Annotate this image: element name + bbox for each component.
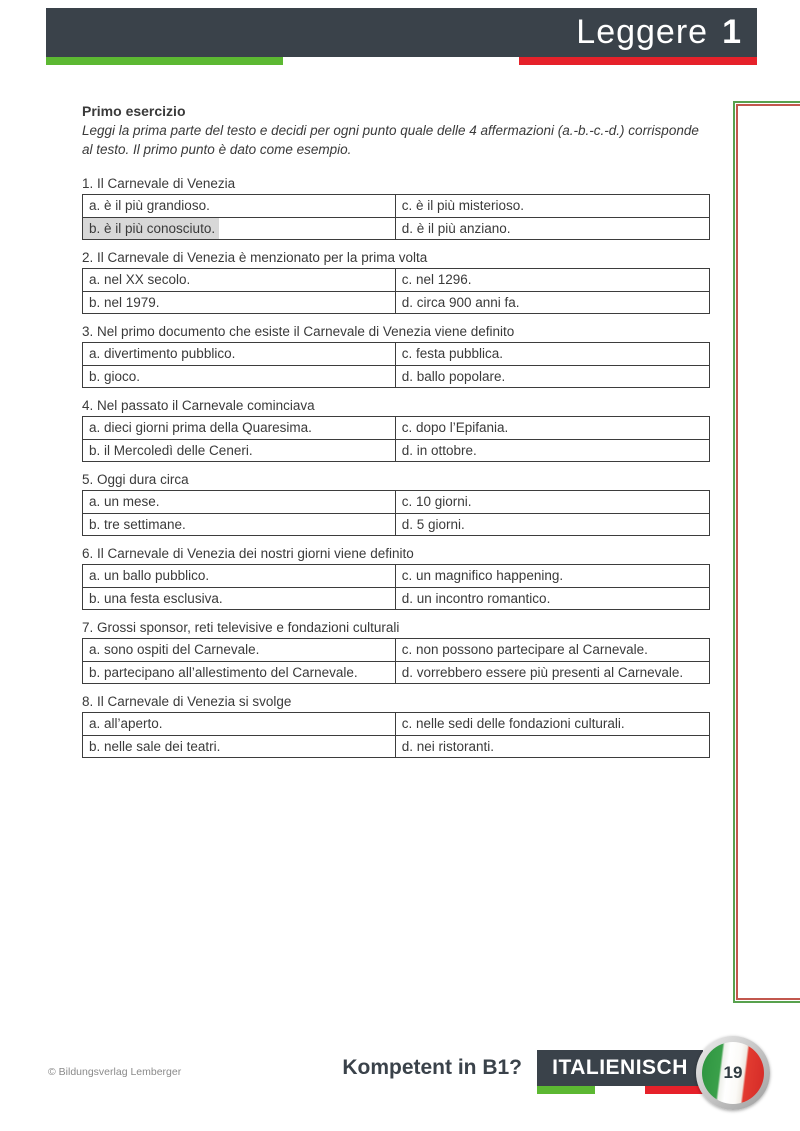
question-prompt-line bbox=[82, 176, 710, 192]
option-d: d. 5 giorni. bbox=[401, 517, 465, 532]
question-number: 6. bbox=[82, 546, 94, 561]
side-frame-inner bbox=[736, 104, 800, 1000]
option-c: c. festa pubblica. bbox=[401, 346, 504, 361]
option-cell-b bbox=[83, 735, 395, 757]
option-d: d. ballo popolare. bbox=[401, 369, 506, 384]
option-cell-d bbox=[395, 217, 709, 239]
option-d: d. nei ristoranti. bbox=[401, 739, 495, 754]
question-number: 1. bbox=[82, 176, 94, 191]
question-block bbox=[82, 250, 710, 314]
option-b: b. partecipano all’allestimento del Carnevale. bbox=[89, 665, 358, 680]
option-cell-d bbox=[395, 439, 709, 461]
question-prompt-line bbox=[82, 472, 710, 488]
option-cell-b bbox=[83, 513, 395, 535]
question-number: 5. bbox=[82, 472, 94, 487]
header-title: Leggere bbox=[576, 13, 709, 51]
option-b: b. nel 1979. bbox=[89, 295, 160, 310]
option-cell-c bbox=[395, 343, 709, 365]
language-red-rule bbox=[645, 1086, 703, 1094]
page-number-badge bbox=[696, 1036, 770, 1110]
question-prompt: Il Carnevale di Venezia si svolge bbox=[97, 694, 292, 709]
option-b: b. tre settimane. bbox=[89, 517, 186, 532]
option-cell-d bbox=[395, 587, 709, 609]
option-cell-d bbox=[395, 291, 709, 313]
question-prompt-line bbox=[82, 398, 710, 414]
side-frame bbox=[733, 101, 800, 1003]
question-number: 7. bbox=[82, 620, 94, 635]
question-prompt: Nel passato il Carnevale cominciava bbox=[97, 398, 315, 413]
option-a: a. un ballo pubblico. bbox=[89, 568, 210, 583]
option-cell-b bbox=[83, 217, 395, 239]
option-cell-c bbox=[395, 565, 709, 587]
option-b: b. nelle sale dei teatri. bbox=[89, 739, 221, 754]
question-block bbox=[82, 546, 710, 610]
option-a: a. nel XX secolo. bbox=[89, 272, 191, 287]
option-cell-d bbox=[395, 661, 709, 683]
option-cell-a bbox=[83, 713, 395, 735]
option-cell-b bbox=[83, 365, 395, 387]
language-label: ITALIENISCH bbox=[552, 1056, 688, 1079]
question-block bbox=[82, 324, 710, 388]
question-prompt-line bbox=[82, 324, 710, 340]
option-cell-c bbox=[395, 195, 709, 217]
option-d: d. in ottobre. bbox=[401, 443, 477, 458]
option-d: d. un incontro romantico. bbox=[401, 591, 551, 606]
option-cell-b bbox=[83, 439, 395, 461]
header-chapter-number: 1 bbox=[722, 13, 741, 51]
option-cell-d bbox=[395, 735, 709, 757]
question-block bbox=[82, 176, 710, 240]
option-cell-d bbox=[395, 513, 709, 535]
exercise-heading: Primo esercizio bbox=[82, 103, 186, 119]
option-b: b. il Mercoledì delle Ceneri. bbox=[89, 443, 253, 458]
option-c: c. dopo l’Epifania. bbox=[401, 420, 509, 435]
option-d: d. è il più anziano. bbox=[401, 221, 511, 236]
option-d: d. vorrebbero essere più presenti al Carnevale. bbox=[401, 665, 684, 680]
option-a: a. all’aperto. bbox=[89, 716, 163, 731]
option-a: a. divertimento pubblico. bbox=[89, 346, 236, 361]
question-block bbox=[82, 620, 710, 684]
option-cell-d bbox=[395, 365, 709, 387]
option-a: a. un mese. bbox=[89, 494, 160, 509]
language-label-box bbox=[537, 1050, 703, 1086]
option-c: c. 10 giorni. bbox=[401, 494, 472, 509]
question-prompt-line bbox=[82, 250, 710, 266]
option-c: c. non possono partecipare al Carnevale. bbox=[401, 642, 648, 657]
question-number: 2. bbox=[82, 250, 94, 265]
option-cell-b bbox=[83, 661, 395, 683]
question-block bbox=[82, 694, 710, 758]
page-header-bar bbox=[46, 8, 757, 57]
exercise-content bbox=[82, 103, 710, 768]
question-prompt: Grossi sponsor, reti televisive e fondazioni culturali bbox=[97, 620, 400, 635]
options-table bbox=[82, 638, 710, 684]
series-title: Kompetent in B1? bbox=[342, 1056, 522, 1079]
options-table bbox=[82, 194, 710, 240]
question-prompt: Nel primo documento che esiste il Carnevale di Venezia viene definito bbox=[97, 324, 515, 339]
option-cell-c bbox=[395, 713, 709, 735]
copyright-text: © Bildungsverlag Lemberger bbox=[48, 1066, 182, 1078]
question-number: 3. bbox=[82, 324, 94, 339]
option-cell-a bbox=[83, 639, 395, 661]
option-cell-a bbox=[83, 269, 395, 291]
option-c: c. nelle sedi delle fondazioni culturali. bbox=[401, 716, 625, 731]
italian-flag-icon bbox=[702, 1042, 764, 1104]
options-table bbox=[82, 268, 710, 314]
exercise-instructions: Leggi la prima parte del testo e decidi per ogni punto quale delle 4 affermazioni (a.-b.-c.-d.) corrisponde al testo. Il primo punto è dato come esempio. bbox=[82, 123, 699, 157]
option-b: b. una festa esclusiva. bbox=[89, 591, 223, 606]
question-prompt: Il Carnevale di Venezia è menzionato per la prima volta bbox=[97, 250, 428, 265]
option-cell-a bbox=[83, 491, 395, 513]
option-cell-c bbox=[395, 491, 709, 513]
option-cell-c bbox=[395, 639, 709, 661]
options-table bbox=[82, 490, 710, 536]
option-cell-c bbox=[395, 417, 709, 439]
option-cell-a bbox=[83, 565, 395, 587]
option-cell-a bbox=[83, 417, 395, 439]
question-prompt-line bbox=[82, 620, 710, 636]
question-prompt: Il Carnevale di Venezia dei nostri giorni viene definito bbox=[97, 546, 414, 561]
question-prompt: Il Carnevale di Venezia bbox=[97, 176, 236, 191]
option-cell-a bbox=[83, 195, 395, 217]
header-green-rule bbox=[46, 57, 283, 65]
page-number: 19 bbox=[723, 1063, 743, 1082]
option-b: b. è il più conosciuto. bbox=[83, 218, 219, 239]
option-cell-b bbox=[83, 291, 395, 313]
question-number: 8. bbox=[82, 694, 94, 709]
option-cell-c bbox=[395, 269, 709, 291]
question-prompt-line bbox=[82, 546, 710, 562]
option-a: a. è il più grandioso. bbox=[89, 198, 210, 213]
question-prompt: Oggi dura circa bbox=[97, 472, 189, 487]
options-table bbox=[82, 342, 710, 388]
option-c: c. è il più misterioso. bbox=[401, 198, 525, 213]
header-red-rule bbox=[519, 57, 757, 65]
options-table bbox=[82, 564, 710, 610]
question-number: 4. bbox=[82, 398, 94, 413]
options-table bbox=[82, 712, 710, 758]
option-a: a. dieci giorni prima della Quaresima. bbox=[89, 420, 312, 435]
question-block bbox=[82, 472, 710, 536]
option-a: a. sono ospiti del Carnevale. bbox=[89, 642, 260, 657]
options-table bbox=[82, 416, 710, 462]
option-cell-a bbox=[83, 343, 395, 365]
question-block bbox=[82, 398, 710, 462]
questions-list bbox=[82, 176, 710, 758]
option-cell-b bbox=[83, 587, 395, 609]
option-c: c. nel 1296. bbox=[401, 272, 472, 287]
language-green-rule bbox=[537, 1086, 595, 1094]
option-c: c. un magnifico happening. bbox=[401, 568, 564, 583]
option-d: d. circa 900 anni fa. bbox=[401, 295, 520, 310]
question-prompt-line bbox=[82, 694, 710, 710]
option-b: b. gioco. bbox=[89, 369, 141, 384]
